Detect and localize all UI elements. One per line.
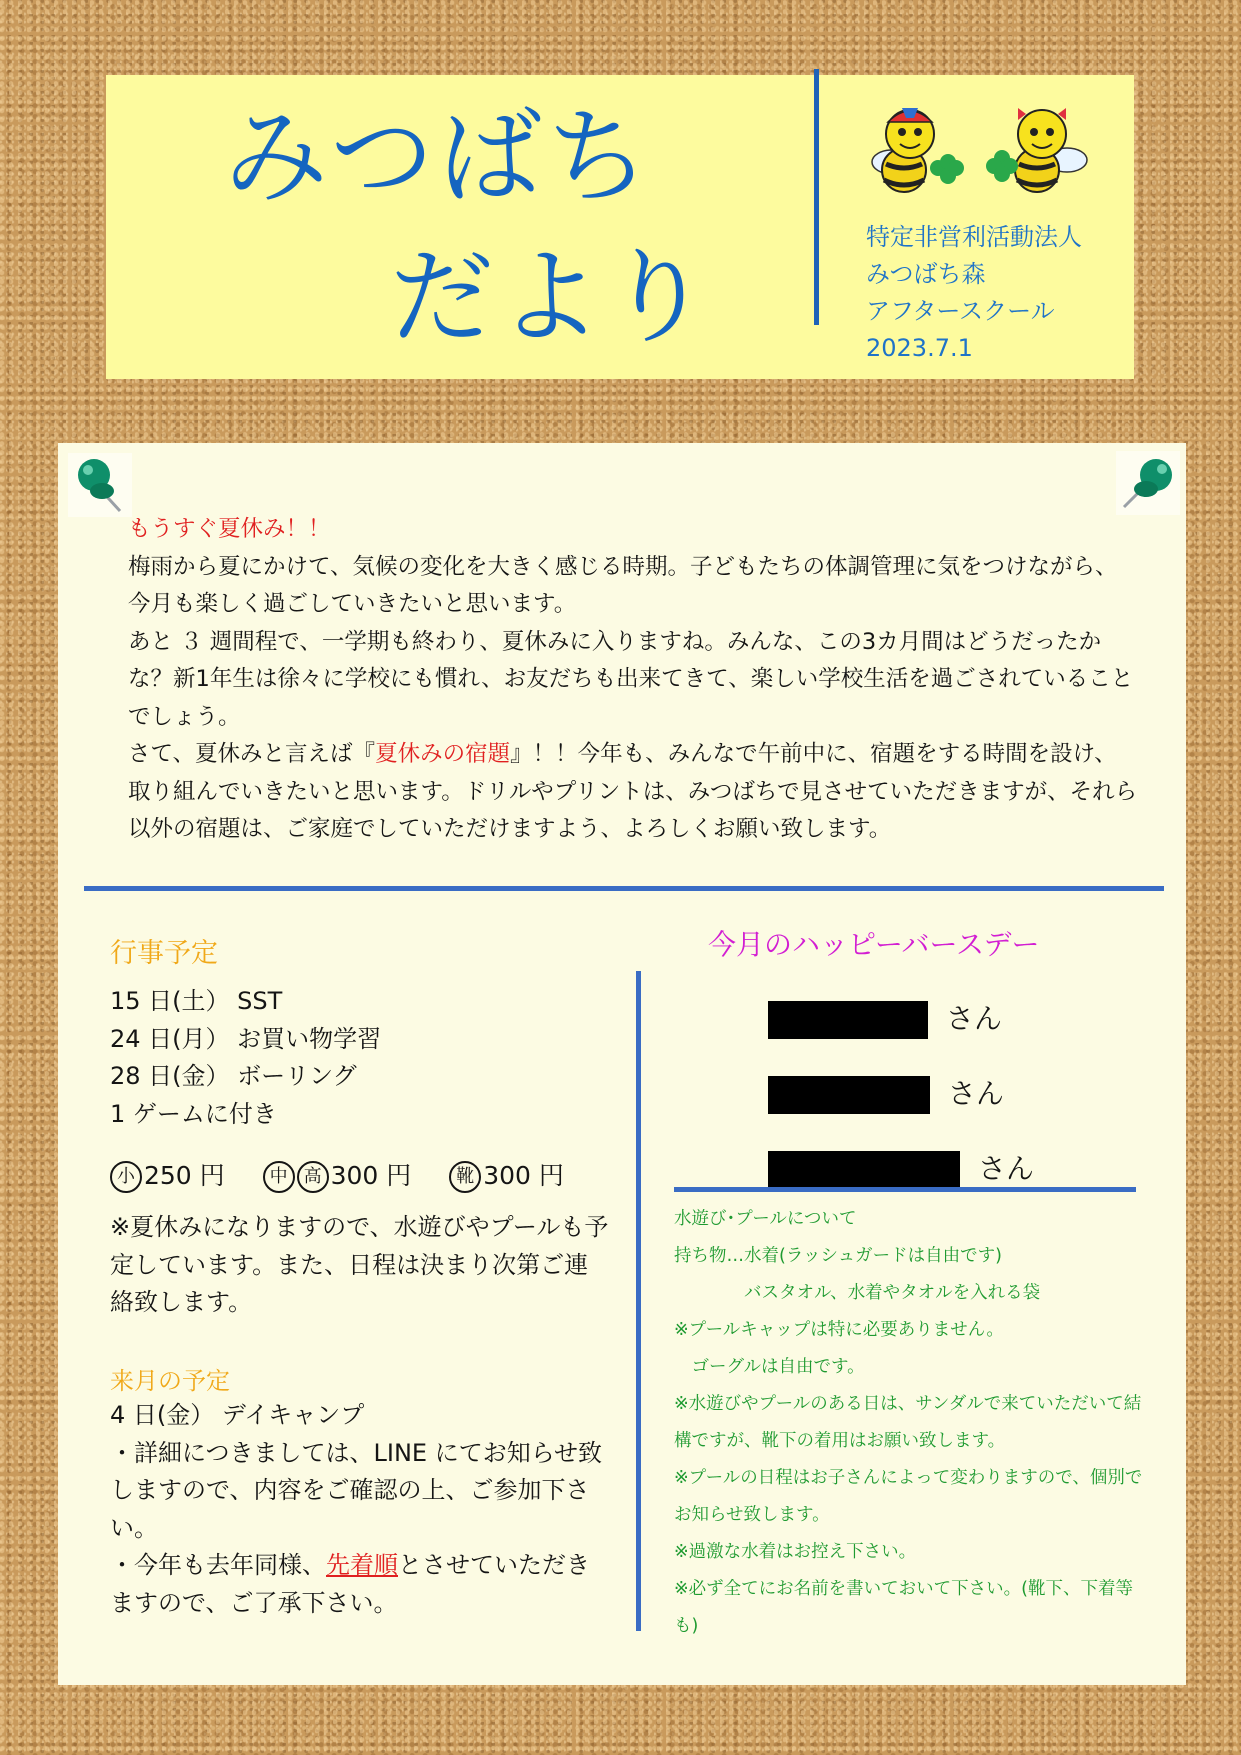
newsletter-title-line1: みつばち bbox=[224, 96, 654, 218]
next-month-item: 4 日(金） デイキャンプ bbox=[110, 1401, 365, 1429]
shoes-mark: 靴 bbox=[449, 1161, 481, 1193]
intro-paragraph-1: 梅雨から夏にかけて、気候の変化を大きく感じる時期。子どもたちの体調管理に気をつけながら、今月も楽しく過ごしていきたいと思います。 bbox=[128, 553, 1118, 617]
birthday-divider bbox=[674, 1187, 1136, 1192]
birthday-entry bbox=[768, 1147, 1034, 1189]
next-month-heading: 来月の予定 bbox=[110, 1367, 230, 1395]
intro-p3-text: さて、夏休みと言えば『 bbox=[128, 741, 376, 767]
events-heading: 行事予定 bbox=[110, 938, 218, 969]
next-month-note bbox=[110, 1547, 610, 1622]
bee-girl-icon bbox=[986, 108, 1087, 192]
summer-note: ※夏休みになりますので、水遊びやプールも予定しています。また、日程は決まり次第ご連絡致します。 bbox=[110, 1213, 609, 1316]
price-shoes bbox=[449, 1156, 564, 1193]
event-item: 28 日(金） ボーリング bbox=[110, 1062, 357, 1090]
section-divider bbox=[84, 886, 1164, 891]
pool-line: バスタオル、水着やタオルを入れる袋 bbox=[674, 1283, 1041, 1303]
redacted-name bbox=[768, 1151, 960, 1189]
note-text-after: とさせていただきますので、ご了承下さい。 bbox=[110, 1551, 590, 1617]
pool-info bbox=[674, 1201, 1144, 1645]
redacted-name bbox=[768, 1076, 930, 1114]
newsletter-paper bbox=[58, 443, 1186, 1685]
price-elementary bbox=[110, 1156, 225, 1193]
honorific: さん bbox=[946, 1002, 1003, 1035]
intro-heading: もうすぐ夏休み！！ bbox=[128, 516, 331, 542]
org-type: 特定非営利活動法人 bbox=[866, 223, 1082, 251]
events-list bbox=[110, 983, 381, 1133]
birthday-entry bbox=[768, 997, 1002, 1039]
next-month-section bbox=[110, 1397, 610, 1622]
event-item: 15 日(土） SST bbox=[110, 987, 283, 1015]
first-come-highlight: 先着順 bbox=[326, 1551, 398, 1579]
birthday-heading: 今月のハッピーバースデー bbox=[708, 928, 1040, 961]
pool-line: ※水遊びやプールのある日は、サンダルで来ていただいて結構ですが、靴下の着用はお願い致します。 bbox=[674, 1394, 1142, 1451]
next-month-detail: ・詳細につきましては、LINE にてお知らせ致しますので、内容をご確認の上、ご参加下さい。 bbox=[110, 1438, 602, 1542]
pool-line: ※プールキャップは特に必要ありません。 bbox=[674, 1320, 1004, 1340]
newsletter-title-line2: だより bbox=[390, 236, 715, 358]
elementary-mark: 小 bbox=[110, 1161, 142, 1193]
intro-paragraph-3 bbox=[128, 736, 1138, 849]
high-mark: 高 bbox=[297, 1161, 329, 1193]
issue-date: 2023.7.1 bbox=[866, 334, 973, 362]
price-value: 250 円 bbox=[144, 1161, 225, 1190]
pushpin-icon bbox=[68, 453, 132, 517]
org-program: アフタースクール bbox=[866, 297, 1055, 325]
pushpin-icon bbox=[1116, 451, 1180, 515]
event-item: 1 ゲームに付き bbox=[110, 1099, 277, 1128]
intro-p3-text-after: 』！！今年も、みんなで午前中に、宿題をする時間を設け、取り組んでいきたいと思います。ドリルやプリントは、みつばちで見させていただきますが、それら以外の宿題は、ご家庭でしていただけますよう、よろしくお願い致します。 bbox=[128, 741, 1138, 842]
homework-highlight: 夏休みの宿題 bbox=[375, 741, 511, 767]
bowling-prices bbox=[110, 1156, 594, 1193]
pool-line: ※プールの日程はお子さんによって変わりますので、個別でお知らせ致します。 bbox=[674, 1468, 1143, 1525]
note-text: ・今年も去年同様、 bbox=[110, 1551, 326, 1579]
pool-line: 水遊び･プールについて bbox=[674, 1209, 857, 1229]
honorific: さん bbox=[978, 1152, 1035, 1185]
honorific: さん bbox=[948, 1077, 1005, 1110]
redacted-name bbox=[768, 1001, 928, 1039]
price-value: 300 円 bbox=[330, 1161, 412, 1190]
header-divider bbox=[814, 69, 819, 325]
column-divider bbox=[636, 971, 641, 1631]
bee-boy-icon bbox=[872, 108, 964, 192]
bee-mascots-icon bbox=[862, 100, 1094, 200]
intro-section bbox=[128, 511, 1138, 849]
event-item: 24 日(月） お買い物学習 bbox=[110, 1024, 382, 1053]
pool-line: 持ち物…水着(ラッシュガードは自由です) bbox=[674, 1246, 1002, 1266]
pool-line: ※過激な水着はお控え下さい。 bbox=[674, 1542, 917, 1562]
pool-line: ※必ず全てにお名前を書いておいて下さい。(靴下、下着等も) bbox=[674, 1579, 1133, 1636]
price-value: 300 円 bbox=[483, 1161, 564, 1190]
birthday-entry bbox=[768, 1072, 1004, 1114]
pool-line: ゴーグルは自由です。 bbox=[674, 1357, 865, 1377]
intro-paragraph-2: あと ３ 週間程で、一学期も終わり、夏休みに入りますね。みんな、この3カ月間はどうだったかな？新1年生は徐々に学校にも慣れ、お友だちも出来てきて、楽しい学校生活を過ごされていることでしょう。 bbox=[128, 628, 1134, 730]
middle-mark: 中 bbox=[263, 1161, 295, 1193]
org-info bbox=[866, 219, 1082, 367]
price-middle-high bbox=[263, 1156, 412, 1193]
header-card bbox=[106, 75, 1134, 379]
org-name: みつばち森 bbox=[866, 260, 986, 288]
